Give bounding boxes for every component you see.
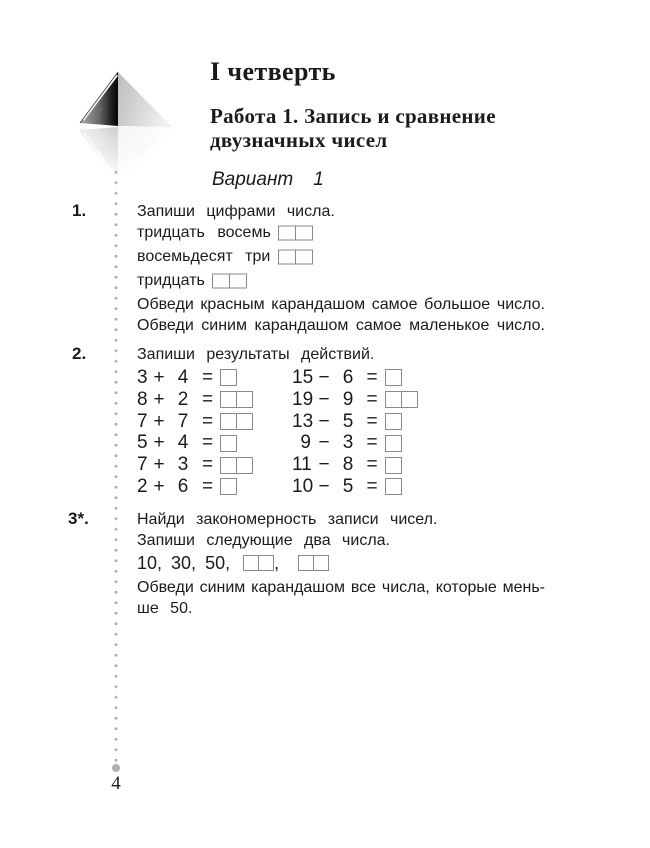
answer-box[interactable] xyxy=(220,435,237,452)
equation-equals-sign: = xyxy=(201,432,214,454)
equation-operand-a: 11 xyxy=(292,454,312,476)
answer-box[interactable] xyxy=(220,457,253,474)
equation-row xyxy=(292,476,418,498)
equation-operator: + xyxy=(153,432,165,454)
equation-operator: − xyxy=(318,475,330,497)
equation-operand-a: 19 xyxy=(292,388,314,410)
equation-equals-sign: = xyxy=(201,366,214,388)
margin-dotted-line xyxy=(114,167,118,763)
equation-equals-sign: = xyxy=(366,388,378,410)
answer-cell[interactable] xyxy=(401,392,417,407)
task1-items xyxy=(137,221,545,293)
equation-operator: + xyxy=(153,366,165,388)
task2-equations-right xyxy=(292,367,418,498)
task2-prompt: Запиши результаты действий. xyxy=(137,346,375,363)
equation-operator: + xyxy=(153,475,165,497)
equation-row xyxy=(137,389,253,411)
equation-operand-b: 6 xyxy=(342,366,354,388)
answer-box[interactable] xyxy=(298,555,329,571)
work-title-line2: двузначных чисел xyxy=(210,128,388,152)
answer-box[interactable] xyxy=(243,555,274,571)
answer-cell[interactable] xyxy=(295,251,312,264)
answer-cell[interactable] xyxy=(221,479,236,494)
answer-cell[interactable] xyxy=(386,414,401,429)
equation-equals-sign: = xyxy=(366,454,378,476)
equation-row xyxy=(292,411,418,433)
equation-operator: − xyxy=(318,454,330,476)
equation-operator: − xyxy=(318,432,330,454)
work-title xyxy=(210,104,550,152)
task3-instructions xyxy=(137,577,545,619)
task1-instruction-red: Обведи красным карандашом самое большое число. xyxy=(137,296,545,313)
answer-cell[interactable] xyxy=(258,556,273,570)
sequence-number: 50, xyxy=(205,552,231,573)
page-number: 4 xyxy=(111,773,121,794)
answer-cell[interactable] xyxy=(386,479,401,494)
equation-operand-b: 3 xyxy=(342,432,354,454)
answer-box[interactable] xyxy=(220,478,237,495)
answer-cell[interactable] xyxy=(313,556,328,570)
equation-operand-a: 8 xyxy=(137,388,148,410)
equation-row xyxy=(292,432,418,454)
sequence-comma: , xyxy=(274,552,280,573)
answer-cell[interactable] xyxy=(221,436,236,451)
task1-instructions xyxy=(137,294,545,336)
equation-operand-a: 5 xyxy=(137,432,148,454)
equation-equals-sign: = xyxy=(201,388,214,410)
work-title-line1: Работа 1. Запись и сравнение xyxy=(210,104,496,128)
task1-item-row xyxy=(137,269,545,293)
equation-row xyxy=(137,476,253,498)
equation-row xyxy=(137,454,253,476)
task1-item-row xyxy=(137,221,545,245)
equation-operand-a: 15 xyxy=(292,366,314,388)
answer-box[interactable] xyxy=(220,369,237,386)
equation-operand-a: 3 xyxy=(137,366,148,388)
answer-cell[interactable] xyxy=(221,370,236,385)
task3-prompt-line2: Запиши следующие два числа. xyxy=(137,532,390,549)
answer-cell[interactable] xyxy=(221,414,236,429)
task1-instruction-blue: Обведи синим карандашом самое маленькое число. xyxy=(137,317,545,334)
answer-box[interactable] xyxy=(385,435,402,452)
quarter-heading: I четверть xyxy=(210,57,336,86)
sequence-number: 30, xyxy=(171,552,197,573)
equation-operand-a: 7 xyxy=(137,454,148,476)
equation-operator: + xyxy=(153,410,165,432)
answer-cell[interactable] xyxy=(386,392,401,407)
variant-label: Вариант xyxy=(212,169,294,190)
answer-cell[interactable] xyxy=(299,556,313,570)
equation-equals-sign: = xyxy=(201,475,214,497)
answer-cell[interactable] xyxy=(386,458,401,473)
equation-operand-a: 9 xyxy=(300,432,311,454)
answer-box[interactable] xyxy=(385,457,402,474)
task1-number: 1. xyxy=(72,201,87,220)
equation-row xyxy=(137,411,253,433)
answer-cell[interactable] xyxy=(229,275,246,288)
answer-cell[interactable] xyxy=(244,556,258,570)
margin-line-end-dot xyxy=(112,764,120,772)
answer-box[interactable] xyxy=(385,391,418,408)
equation-equals-sign: = xyxy=(201,410,214,432)
equation-equals-sign: = xyxy=(201,454,214,476)
equation-operand-a: 13 xyxy=(292,410,314,432)
sequence-number: 10, xyxy=(137,552,163,573)
equation-equals-sign: = xyxy=(366,366,378,388)
answer-cell[interactable] xyxy=(236,414,252,429)
answer-box[interactable] xyxy=(220,391,253,408)
task3-sequence xyxy=(137,551,329,575)
answer-cell[interactable] xyxy=(279,227,295,240)
answer-box[interactable] xyxy=(278,250,313,265)
answer-box[interactable] xyxy=(278,226,313,241)
equation-operand-b: 5 xyxy=(342,410,354,432)
number-word-label: тридцать xyxy=(137,272,205,289)
equation-operand-b: 6 xyxy=(177,475,189,497)
equation-row xyxy=(137,432,253,454)
equation-row xyxy=(137,367,253,389)
answer-box[interactable] xyxy=(385,369,402,386)
equation-operator: + xyxy=(153,388,165,410)
equation-operand-b: 5 xyxy=(342,475,354,497)
answer-cell[interactable] xyxy=(213,275,229,288)
equation-operand-a: 2 xyxy=(137,475,148,497)
equation-operand-b: 8 xyxy=(342,454,354,476)
equation-operator: − xyxy=(318,388,330,410)
number-word-label: тридцать восемь xyxy=(137,224,271,241)
task3-instruction-line1: Обведи синим карандашом все числа, которые мень- xyxy=(137,579,545,596)
answer-cell[interactable] xyxy=(295,227,312,240)
task1-item-row xyxy=(137,245,545,269)
answer-cell[interactable] xyxy=(221,458,236,473)
answer-cell[interactable] xyxy=(236,392,252,407)
equation-operand-b: 7 xyxy=(177,410,189,432)
equation-operand-b: 4 xyxy=(177,366,189,388)
equation-operand-b: 2 xyxy=(177,388,189,410)
equation-row xyxy=(292,367,418,389)
equation-operand-b: 9 xyxy=(342,388,354,410)
equation-operand-a: 10 xyxy=(292,475,314,497)
answer-cell[interactable] xyxy=(386,436,401,451)
equation-row xyxy=(292,389,418,411)
answer-box[interactable] xyxy=(220,413,253,430)
answer-box[interactable] xyxy=(385,413,402,430)
equation-operand-b: 3 xyxy=(177,454,189,476)
task2-number: 2. xyxy=(72,344,87,363)
pyramid-icon xyxy=(73,56,178,189)
equation-operator: − xyxy=(318,410,330,432)
answer-cell[interactable] xyxy=(221,392,236,407)
answer-cell[interactable] xyxy=(386,370,401,385)
answer-cell[interactable] xyxy=(279,251,295,264)
task2-equations-left xyxy=(137,367,253,498)
task1-prompt: Запиши цифрами числа. xyxy=(137,203,335,220)
answer-cell[interactable] xyxy=(236,458,252,473)
task3-prompt-line1: Найди закономерность записи чисел. xyxy=(137,511,438,528)
variant-heading xyxy=(212,169,324,191)
task3-number: 3*. xyxy=(68,509,89,528)
equation-operand-a: 7 xyxy=(137,410,148,432)
equation-equals-sign: = xyxy=(366,410,378,432)
answer-box[interactable] xyxy=(212,274,247,289)
answer-box[interactable] xyxy=(385,478,402,495)
task3-instruction-line2: ше 50. xyxy=(137,600,193,617)
variant-number: 1 xyxy=(313,169,324,190)
equation-equals-sign: = xyxy=(366,475,378,497)
equation-operand-b: 4 xyxy=(177,432,189,454)
equation-row xyxy=(292,454,418,476)
equation-equals-sign: = xyxy=(366,432,378,454)
equation-operator: − xyxy=(318,366,330,388)
publisher-logo-pyramid xyxy=(73,56,178,189)
number-word-label: восемьдесят три xyxy=(137,248,271,265)
equation-operator: + xyxy=(153,454,165,476)
